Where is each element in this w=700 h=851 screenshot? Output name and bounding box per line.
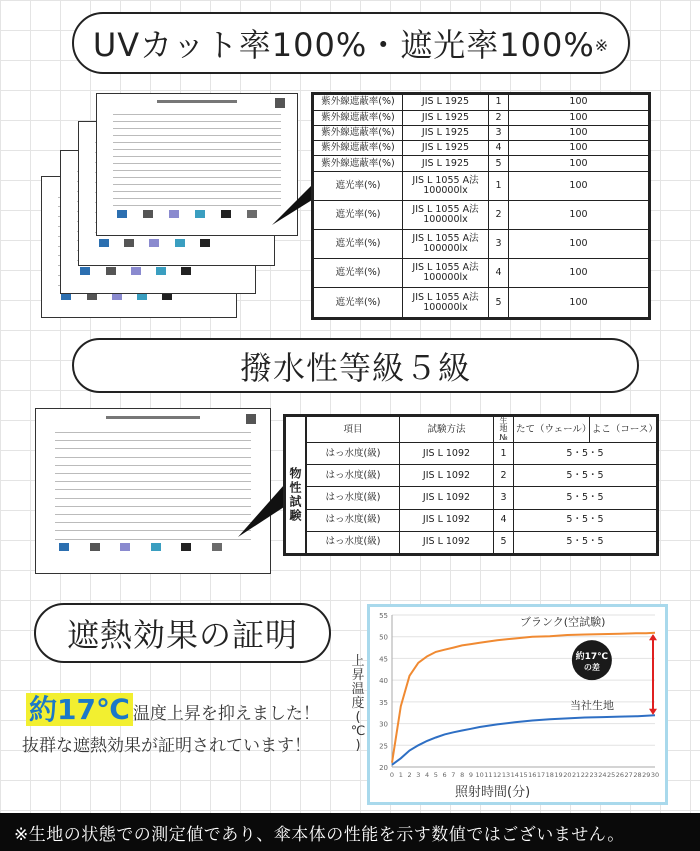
uv-cell-value: 100 (509, 171, 650, 200)
x-tick-label: 7 (451, 771, 456, 779)
chart-ylabel: 上 昇 温 度 ( ℃ ) (350, 654, 366, 753)
uv-cell-method: JIS L 1925 (403, 141, 489, 156)
uv-cell-item: 紫外線遮蔽率(%) (313, 125, 403, 140)
water-title-text: 撥水性等級５級 (239, 348, 471, 387)
water-results-box (283, 414, 659, 556)
x-tick-label: 6 (442, 771, 447, 779)
x-tick-label: 1 (398, 771, 403, 779)
water-cell-method: JIS L 1092 (400, 509, 494, 531)
x-tick-label: 16 (528, 771, 537, 779)
y-tick-label: 45 (379, 655, 388, 664)
water-cell-method: JIS L 1092 (400, 465, 494, 487)
y-tick-label: 30 (379, 720, 388, 729)
x-tick-label: 20 (563, 771, 572, 779)
uv-cell-value: 100 (509, 259, 650, 288)
x-tick-label: 10 (475, 771, 484, 779)
water-side-label: 物性試験 (286, 417, 306, 553)
uv-cell-value: 100 (509, 125, 650, 140)
uv-table-row (313, 141, 650, 156)
water-cell-item: はっ水度(級) (307, 509, 400, 531)
water-cell-value: 5・5・5 (514, 509, 657, 531)
x-tick-label: 15 (519, 771, 528, 779)
water-cell-item: はっ水度(級) (307, 465, 400, 487)
uv-table-row (313, 125, 650, 140)
y-tick-label: 35 (379, 698, 388, 707)
uv-table-row (313, 230, 650, 259)
uv-cell-value: 100 (509, 94, 650, 111)
uv-cell-method: JIS L 1925 (403, 125, 489, 140)
uv-results-table (311, 92, 651, 320)
uv-title-mark: ※ (594, 35, 610, 55)
x-tick-label: 27 (624, 771, 633, 779)
uv-cell-method: JIS L 1055 A法 100000lx (403, 171, 489, 200)
water-cell-no: 4 (494, 509, 514, 531)
y-tick-label: 55 (379, 612, 388, 620)
uv-cell-item: 紫外線遮蔽率(%) (313, 110, 403, 125)
uv-cell-no: 4 (489, 141, 509, 156)
water-cell-value: 5・5・5 (514, 487, 657, 509)
x-tick-label: 14 (510, 771, 519, 779)
uv-cell-no: 1 (489, 94, 509, 111)
series-line-own-fabric (392, 715, 655, 765)
water-cell-no: 5 (494, 531, 514, 553)
footer-text: ※生地の状態での測定値であり、傘本体の性能を示す数値ではございません。 (14, 824, 625, 845)
heat-line1-rest: 温度上昇を抑えました！ (132, 704, 320, 724)
water-cell-method: JIS L 1092 (400, 487, 494, 509)
x-tick-label: 23 (589, 771, 598, 779)
heat-title-text: 遮熱効果の証明 (66, 616, 298, 654)
water-table-row (307, 531, 657, 553)
water-cell-no: 3 (494, 487, 514, 509)
water-table-row (307, 487, 657, 509)
water-cell-value: 5・5・5 (514, 531, 657, 553)
x-tick-label: 18 (545, 771, 554, 779)
water-cell-item: はっ水度(級) (307, 487, 400, 509)
x-tick-label: 5 (433, 771, 438, 779)
water-table-row (307, 443, 657, 465)
uv-cell-no: 1 (489, 171, 509, 200)
water-table-row (307, 465, 657, 487)
footer-disclaimer (0, 813, 700, 851)
x-tick-label: 0 (389, 771, 395, 779)
uv-table-row (313, 171, 650, 200)
water-header-row (307, 417, 657, 443)
x-tick-label: 8 (460, 771, 465, 779)
uv-cell-item: 紫外線遮蔽率(%) (313, 141, 403, 156)
uv-cell-value: 100 (509, 156, 650, 171)
x-tick-label: 25 (607, 771, 616, 779)
uv-cell-no: 2 (489, 110, 509, 125)
uv-cell-method: JIS L 1925 (403, 94, 489, 111)
x-tick-label: 29 (642, 771, 651, 779)
x-tick-label: 9 (468, 771, 473, 779)
water-header-weft: よこ（コース） (589, 417, 656, 443)
x-tick-label: 13 (501, 771, 511, 779)
uv-cell-item: 遮光率(%) (313, 288, 403, 319)
x-tick-label: 30 (650, 771, 660, 779)
x-tick-label: 12 (493, 771, 502, 779)
uv-cell-method: JIS L 1925 (403, 156, 489, 171)
uv-table-row (313, 110, 650, 125)
chart-xlabel: 照射時間(分) (455, 785, 531, 800)
water-cell-no: 2 (494, 465, 514, 487)
uv-cell-value: 100 (509, 288, 650, 319)
uv-cell-method: JIS L 1055 A法 100000lx (403, 230, 489, 259)
x-tick-label: 19 (554, 771, 563, 779)
uv-cell-item: 遮光率(%) (313, 230, 403, 259)
x-tick-label: 4 (424, 771, 430, 779)
uv-cell-item: 遮光率(%) (313, 200, 403, 229)
water-callout-pointer (236, 485, 286, 545)
heat-chart-frame (367, 604, 668, 805)
y-tick-label: 20 (379, 764, 388, 772)
uv-cell-value: 100 (509, 110, 650, 125)
uv-cell-method: JIS L 1055 A法 100000lx (403, 288, 489, 319)
uv-section-title (72, 12, 630, 74)
water-cell-item: はっ水度(級) (307, 443, 400, 465)
uv-cell-no: 5 (489, 288, 509, 319)
y-tick-label: 40 (379, 677, 388, 686)
uv-table-row (313, 94, 650, 111)
uv-cell-value: 100 (509, 141, 650, 156)
x-tick-label: 22 (580, 771, 590, 779)
water-results-table (306, 416, 657, 554)
uv-cell-no: 3 (489, 125, 509, 140)
difference-badge-line2: の差 (583, 663, 600, 673)
uv-cell-item: 紫外線遮蔽率(%) (313, 94, 403, 111)
arrow-head-bottom (649, 709, 657, 715)
uv-cell-method: JIS L 1925 (403, 110, 489, 125)
uv-table-row (313, 156, 650, 171)
uv-table-row (313, 288, 650, 319)
uv-cell-item: 遮光率(%) (313, 259, 403, 288)
water-cell-method: JIS L 1092 (400, 443, 494, 465)
uv-table-row (313, 200, 650, 229)
water-section-title (72, 338, 639, 393)
water-header-no: 生地№ (494, 417, 514, 443)
heat-section-title (34, 603, 331, 663)
uv-cell-no: 5 (489, 156, 509, 171)
heat-description-line1 (26, 688, 320, 728)
series-label-own-fabric: 当社生地 (570, 699, 614, 713)
x-tick-label: 11 (484, 771, 493, 779)
uv-cell-method: JIS L 1055 A法 100000lx (403, 200, 489, 229)
uv-cell-value: 100 (509, 230, 650, 259)
uv-cell-item: 遮光率(%) (313, 171, 403, 200)
heat-chart (370, 607, 665, 802)
heat-highlight: 約17℃ (26, 693, 133, 726)
uv-cell-no: 2 (489, 200, 509, 229)
x-tick-label: 21 (571, 771, 581, 779)
water-header-warp: たて（ウェール） (514, 417, 590, 443)
uv-cell-no: 4 (489, 259, 509, 288)
water-table-row (307, 509, 657, 531)
x-tick-label: 17 (536, 771, 546, 779)
x-tick-label: 26 (615, 771, 625, 779)
y-tick-label: 25 (379, 742, 388, 751)
water-cell-item: はっ水度(級) (307, 531, 400, 553)
x-tick-label: 24 (598, 771, 607, 779)
uv-cell-method: JIS L 1055 A法 100000lx (403, 259, 489, 288)
x-tick-label: 2 (407, 771, 412, 779)
uv-cell-item: 紫外線遮蔽率(%) (313, 156, 403, 171)
uv-cell-value: 100 (509, 200, 650, 229)
water-cell-value: 5・5・5 (514, 465, 657, 487)
uv-table-row (313, 259, 650, 288)
water-header-item: 項目 (307, 417, 400, 443)
x-tick-label: 3 (416, 771, 421, 779)
heat-description-line2: 抜群な遮熱効果が証明されています！ (22, 736, 311, 756)
uv-title-text: UVカット率100%・遮光率100% (92, 26, 595, 64)
series-line-blank (392, 633, 655, 763)
x-tick-label: 28 (633, 771, 642, 779)
water-cell-no: 1 (494, 443, 514, 465)
series-label-blank: ブランク(空試験) (520, 615, 606, 629)
difference-badge-line1: 約17℃ (575, 652, 609, 663)
water-cell-method: JIS L 1092 (400, 531, 494, 553)
y-tick-label: 50 (379, 633, 388, 642)
uv-cell-no: 3 (489, 230, 509, 259)
water-cell-value: 5・5・5 (514, 443, 657, 465)
water-header-method: 試験方法 (400, 417, 494, 443)
